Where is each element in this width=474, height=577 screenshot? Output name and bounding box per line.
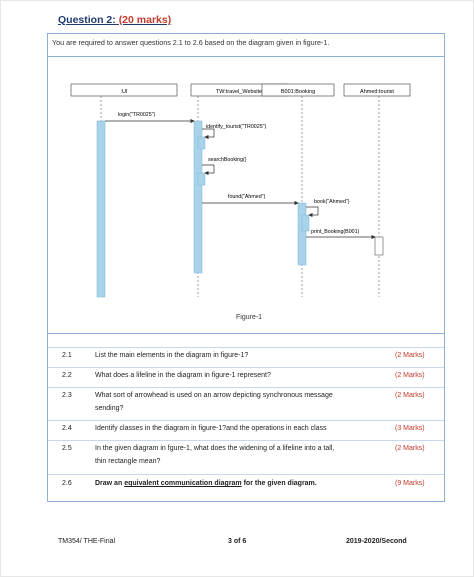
message-label-book: book("Ahmed") [314, 199, 350, 205]
question-text-line: In the given diagram in fgure-1, what does the widening of a lifeline into a tall, [95, 445, 335, 452]
message-arrow-search [202, 165, 214, 173]
question-marks: (3 Marks) [395, 425, 425, 432]
activation-booking-self [302, 215, 309, 231]
question-text [95, 442, 391, 468]
question-title [58, 14, 171, 26]
message-label-print: print_Booking(B001) [311, 229, 360, 235]
activation-website-self-1 [198, 137, 205, 149]
row-divider [48, 367, 444, 368]
question-marks: (2 Marks) [395, 352, 425, 359]
question-title-text: Question 2: [58, 14, 119, 26]
row-divider [48, 387, 444, 388]
lifeline-label-ui: :UI [120, 89, 128, 95]
question-text-line: sending? [95, 405, 124, 412]
question-marks: (2 Marks) [395, 445, 425, 452]
question-intro: You are required to answer questions 2.1 to 2.6 based on the diagram given in figure-1. [52, 38, 330, 47]
row-divider [48, 347, 444, 348]
lifeline-label-website: TW:travel_Website [215, 89, 263, 95]
lifeline-label-booking: B001:Booking [280, 89, 316, 95]
lifeline-label-tourist: Ahmed:tourist [360, 89, 394, 95]
question-text [95, 477, 391, 490]
question-number: 2.4 [62, 425, 72, 432]
message-arrow-book [306, 207, 318, 215]
activation-booking [298, 203, 306, 265]
question-title-marks: (20 marks) [118, 14, 172, 26]
question-number: 2.5 [62, 445, 72, 452]
footer-course: TM354/ THE-Final [58, 538, 116, 545]
question-text-pre: Draw an [95, 480, 125, 487]
question-marks: (9 Marks) [395, 480, 425, 487]
question-text-line: What sort of arrowhead is used on an arrow depicting synchronous message [95, 392, 333, 399]
row-divider [48, 440, 444, 441]
footer-semester: 2019-2020/Second [346, 538, 407, 545]
question-text: What does a lifeline in the diagram in figure-1 represent? [95, 372, 271, 379]
question-text-underlined: equivalent communication diagram [124, 480, 242, 487]
message-label-search: searchBooking() [208, 157, 247, 163]
footer-page-number: 3 of 6 [228, 538, 247, 545]
row-divider [48, 474, 444, 475]
question-text-post: for the given diagram. [241, 480, 317, 487]
message-label-identify: identify_tourist("TR0025") [206, 124, 267, 130]
activation-tourist [375, 237, 383, 255]
message-label-login: login("TR0025") [118, 112, 156, 118]
question-text-line: thin rectangle mean? [95, 458, 161, 465]
row-divider [48, 420, 444, 421]
question-number: 2.2 [62, 372, 72, 379]
message-arrow-identify [202, 129, 214, 137]
question-number: 2.1 [62, 352, 72, 359]
message-label-found: found("Ahmed") [228, 194, 266, 200]
figure-caption: Figure-1 [236, 314, 263, 321]
question-text: List the main elements in the diagram in figure-1? [95, 352, 249, 359]
question-marks: (2 Marks) [395, 392, 425, 399]
question-number: 2.3 [62, 392, 72, 399]
question-number: 2.6 [62, 480, 72, 487]
question-text: Identify classes in the diagram in figure-1?and the operations in each class [95, 425, 327, 432]
sequence-diagram [48, 57, 444, 313]
activation-website-self-2 [198, 173, 205, 185]
question-text [95, 389, 391, 415]
question-marks: (2 Marks) [395, 372, 425, 379]
activation-ui [97, 121, 105, 297]
